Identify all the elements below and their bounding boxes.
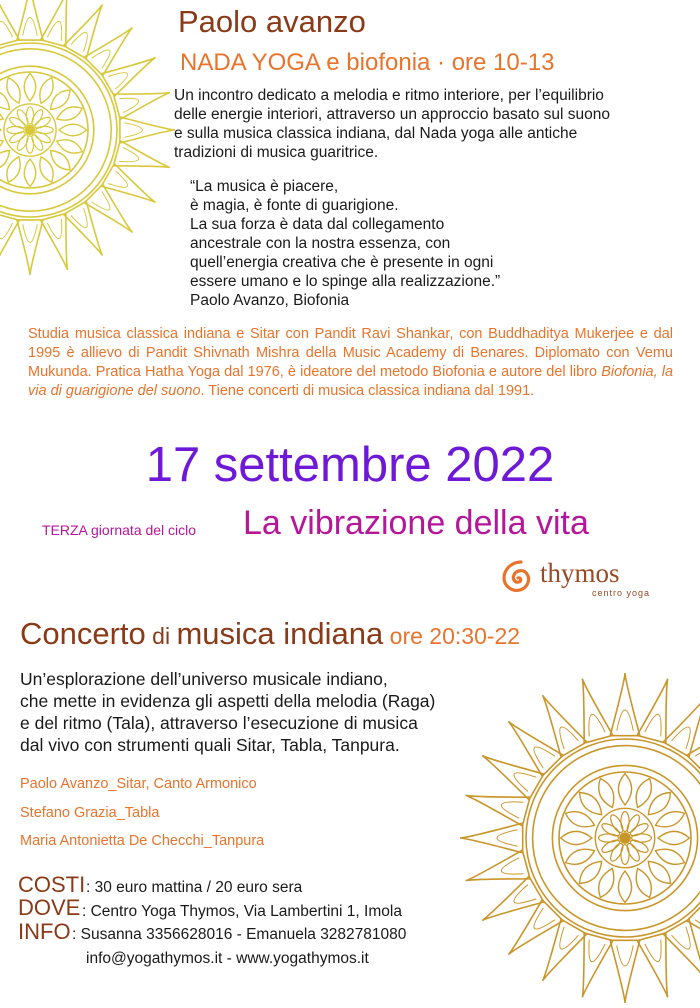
- costi-label: COSTI: [18, 872, 86, 897]
- concert-description: [20, 668, 540, 756]
- intro-paragraph: [174, 86, 694, 162]
- quote-line: quell’energia creativa che è presente in ogni: [190, 254, 494, 271]
- concert-genre: musica indiana: [176, 616, 384, 651]
- desc-line: Un’esplorazione dell’universo musicale indiano,: [20, 669, 388, 689]
- logo-tagline: centro yoga: [592, 588, 651, 598]
- quote-line: “La musica è piacere,: [190, 178, 339, 195]
- spiral-logo-icon: [500, 560, 536, 596]
- quote-line: essere umano e lo spinge alla realizzazione.”: [190, 273, 501, 290]
- info-value: : Susanna 3356628016 - Emanuela 3282781080: [72, 926, 407, 943]
- performer-1: Paolo Avanzo_Sitar, Canto Armonico: [20, 776, 257, 792]
- workshop-subtitle: NADA YOGA e biofonia · ore 10-13: [180, 49, 555, 76]
- concert-heading: [20, 616, 520, 652]
- quote-line: ancestrale con la nostra essenza, con: [190, 235, 451, 252]
- quote-line: è magia, è fonte di guarigione.: [190, 197, 399, 214]
- logo-wordmark: thymos: [540, 558, 620, 588]
- quote-line: La sua forza è data dal collegamento: [190, 216, 445, 233]
- bio-paragraph: [28, 325, 673, 401]
- desc-line: e del ritmo (Tala), attraverso l’esecuzione di musica: [20, 713, 418, 733]
- concert-word: Concerto: [20, 616, 146, 651]
- quote-attribution: Paolo Avanzo, Biofonia: [190, 292, 350, 309]
- intro-line: Un incontro dedicato a melodia e ritmo interiore, per l’equilibrio: [174, 87, 604, 104]
- costi-value: : 30 euro mattina / 20 euro sera: [86, 879, 303, 896]
- intro-line: delle energie interiori, attraverso un approccio basato sul suono: [174, 106, 610, 123]
- bio-text: Studia musica classica indiana e Sitar con Pandit Ravi Shankar, con Buddhaditya Mukerjee e dal 1995 è allievo di Pandit Shivnath Mishra della Music Academy di Benares. Diplomato con Vemu Mukunda. Pratica Hatha Yoga dal 1976, è ideatore del metodo Biofonia e autore del libro: [28, 326, 673, 380]
- desc-line: che mette in evidenza gli aspetti della melodia (Raga): [20, 691, 436, 711]
- series-prefix: TERZA giornata del ciclo: [42, 522, 197, 538]
- quote-block: [190, 177, 570, 310]
- info-label: INFO: [18, 919, 71, 944]
- intro-line: tradizioni di musica guaritrice.: [174, 144, 379, 161]
- intro-line: e sulla musica classica indiana, dal Nada yoga alle antiche: [174, 125, 578, 142]
- concert-connector: di: [145, 623, 177, 649]
- desc-line: dal vivo con strumenti quali Sitar, Tabla, Tanpura.: [20, 735, 400, 755]
- bio-text-end: . Tiene concerti di musica classica indiana dal 1991.: [200, 383, 535, 399]
- dove-value: : Centro Yoga Thymos, Via Lambertini 1, Imola: [82, 903, 402, 920]
- mandala-top-left: [0, 0, 180, 280]
- event-date: 17 settembre 2022: [145, 438, 555, 492]
- performer-2: Stefano Grazia_Tabla: [20, 805, 160, 821]
- contacts-line: info@yogathymos.it - www.yogathymos.it: [86, 950, 369, 967]
- book-title: Biofonia, la via di guarigione del suono: [28, 364, 674, 399]
- presenter-name: Paolo avanzo: [178, 4, 366, 39]
- series-title: La vibrazione della vita: [243, 504, 589, 542]
- performer-3: Maria Antonietta De Checchi_Tanpura: [20, 833, 265, 849]
- concert-time: ore 20:30-22: [383, 623, 521, 649]
- dove-label: DOVE: [18, 895, 81, 920]
